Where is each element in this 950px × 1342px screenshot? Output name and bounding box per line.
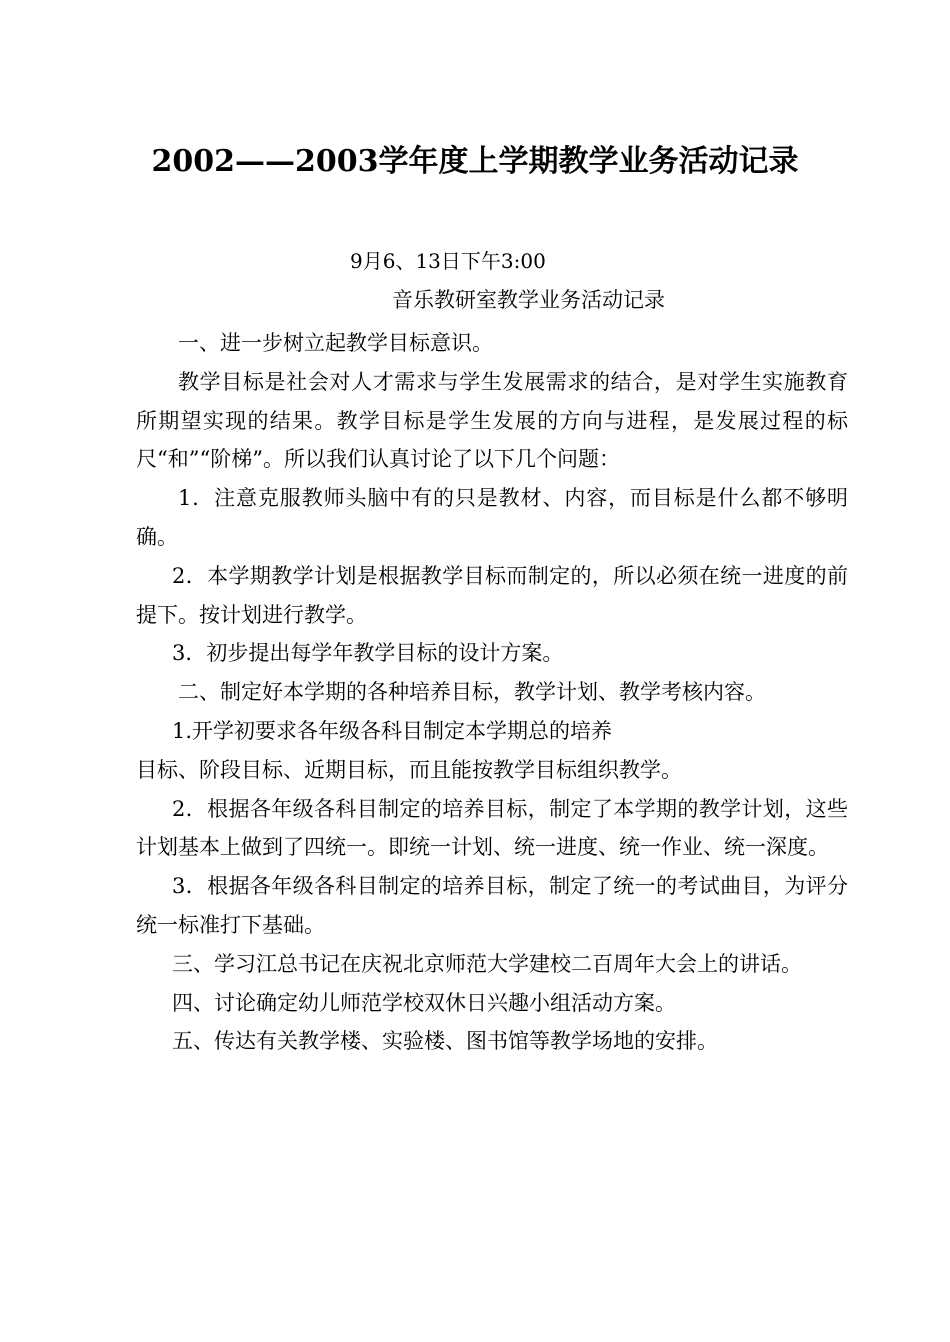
- list-item: 2．根据各年级各科目制定的培养目标，制定了本学期的教学计划，这些计划基本上做到了四统一。即统一计划、统一进度、统一作业、统一深度。: [136, 796, 848, 860]
- list-item: 1．注意克服教师头脑中有的只是教材、内容，而目标是什么都不够明确。: [136, 486, 848, 549]
- record-subtitle: 音乐教研室教学业务活动记录: [392, 288, 665, 312]
- section-heading-2: 二、制定好本学期的各种培养目标，教学计划、教学考核内容。: [178, 680, 766, 705]
- document-title: 2002——2003学年度上学期教学业务活动记录: [151, 144, 799, 179]
- section-heading-3: 三、学习江总书记在庆祝北京师范大学建校二百周年大会上的讲话。: [172, 951, 802, 976]
- document-body: [136, 324, 848, 1061]
- body-paragraph: 教学目标是社会对人才需求与学生发展需求的结合，是对学生实施教育所期望实现的结果。教学目标是学生发展的方向与进程，是发展过程的标尺“和”“阶梯”。所以我们认真讨论了以下几个问题：: [136, 369, 848, 472]
- list-item: 2．本学期教学计划是根据教学目标而制定的，所以必须在统一进度的前提下。按计划进行教学。: [136, 563, 848, 627]
- list-item-continuation: 目标、阶段目标、近期目标，而且能按教学目标组织教学。: [136, 757, 682, 782]
- meeting-date-time: 9月6、13日下午3:00: [350, 249, 546, 273]
- list-item: 1.开学初要求各年级各科目制定本学期总的培养: [172, 718, 613, 743]
- list-item: 3．初步提出每学年教学目标的设计方案。: [172, 641, 564, 666]
- section-heading-4: 四、讨论确定幼儿师范学校双休日兴趣小组活动方案。: [172, 990, 676, 1015]
- section-heading-5: 五、传达有关教学楼、实验楼、图书馆等教学场地的安排。: [172, 1029, 718, 1054]
- list-item: 3．根据各年级各科目制定的培养目标，制定了统一的考试曲目，为评分统一标准打下基础。: [136, 874, 848, 937]
- section-heading-1: 一、进一步树立起教学目标意识。: [178, 331, 493, 355]
